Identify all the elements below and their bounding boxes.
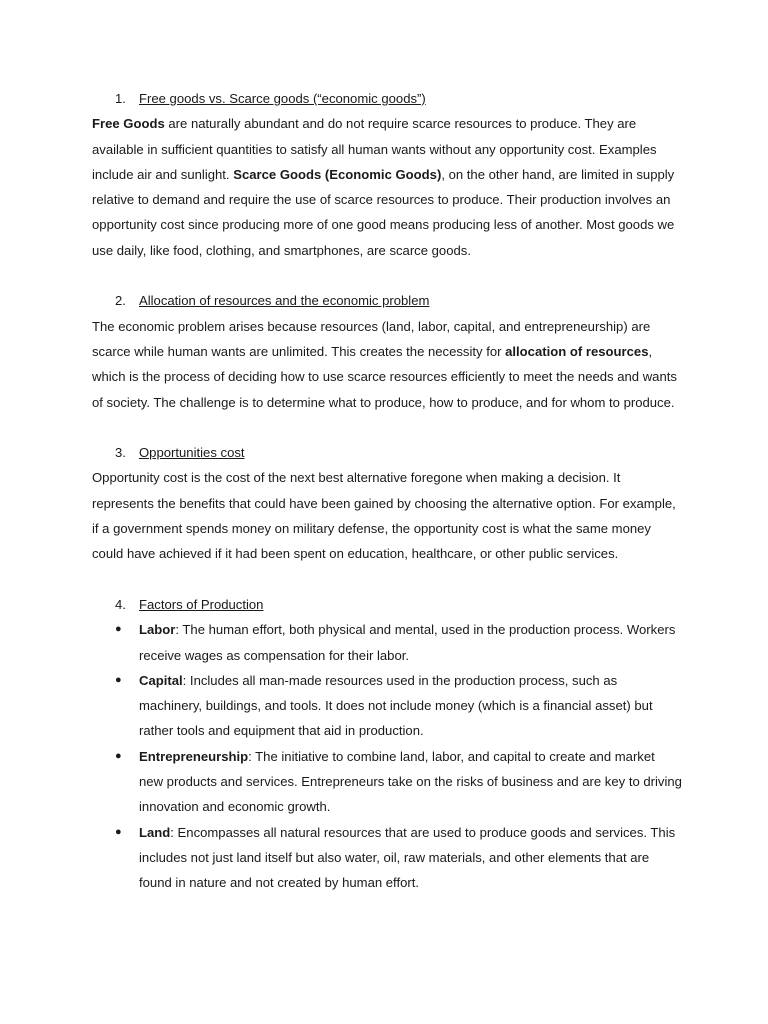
section-2-text-b: , which is the process of deciding how to use scarce resources efficiently to meet the needs and wants of society. The challenge is to determine what to produce, how to produce, and for whom to produce. bbox=[92, 343, 677, 410]
list-item-land bbox=[92, 820, 682, 896]
section-1-text-a: are naturally abundant and do not require scarce resources to produce. They are available in sufficient quantities to satisfy all human wants without any opportunity cost. Examples include air and sunlight. bbox=[92, 116, 657, 182]
factors-list bbox=[92, 617, 682, 895]
section-2-number: 2. bbox=[115, 293, 126, 309]
section-1-number: 1. bbox=[115, 91, 126, 106]
section-2-title: Allocation of resources and the economic problem bbox=[139, 293, 430, 309]
list-item-labor bbox=[92, 617, 682, 668]
labor-text: : The human effort, both physical and mental, used in the production process. Workers receive wages as compensation for their labor. bbox=[139, 622, 676, 663]
section-4-number: 4. bbox=[115, 596, 126, 612]
section-1-text-b: , on the other hand, are limited in supply relative to demand and require the use of scarce resources to produce. Their production involves an opportunity cost since producing more of one good means producing less of another. Most goods we use daily, like food, clothing, and smartphones, are scarce goods. bbox=[92, 166, 675, 258]
section-4-title: Factors of Production bbox=[139, 596, 264, 612]
entrepreneurship-text: : The initiative to combine land, labor, and capital to create and market new products and services. Entrepreneurs take on the risks of business and are key to driving innovation and economic growth. bbox=[139, 748, 682, 815]
list-item-capital bbox=[92, 668, 682, 744]
term-entrepreneurship: Entrepreneurship bbox=[139, 748, 249, 764]
spacer bbox=[92, 263, 682, 288]
term-free-goods: Free Goods bbox=[92, 116, 165, 132]
list-item-entrepreneurship bbox=[92, 744, 682, 820]
spacer bbox=[92, 567, 682, 592]
section-2-text-a: The economic problem arises because resources (land, labor, capital, and entrepreneurship) are scarce while human wants are unlimited. This creates the necessity for bbox=[92, 318, 651, 359]
section-3-number: 3. bbox=[115, 445, 126, 461]
section-1-paragraph bbox=[92, 111, 682, 263]
section-2-heading bbox=[92, 288, 682, 313]
section-3-heading bbox=[92, 440, 682, 465]
term-scarce-goods: Scarce Goods (Economic Goods) bbox=[233, 166, 442, 182]
term-land: Land bbox=[139, 824, 171, 840]
section-3-title: Opportunities cost bbox=[139, 445, 245, 461]
bullet-icon: ● bbox=[115, 749, 122, 762]
bullet-icon: ● bbox=[115, 825, 122, 838]
section-4-heading bbox=[92, 592, 682, 617]
bullet-icon: ● bbox=[115, 623, 122, 636]
section-2-paragraph bbox=[92, 314, 682, 415]
term-capital: Capital bbox=[139, 672, 183, 688]
section-1-title: Free goods vs. Scarce goods (“economic goods”) bbox=[139, 91, 426, 106]
section-1-heading bbox=[92, 86, 682, 111]
spacer bbox=[92, 415, 682, 440]
bullet-icon: ● bbox=[115, 673, 122, 686]
section-3-paragraph: Opportunity cost is the cost of the next best alternative foregone when making a decision. It represents the benefits that could have been gained by choosing the alternative option. For example, if a government spends money on military defense, the opportunity cost is what the same money could have achieved if it had been spent on education, healthcare, or other public services. bbox=[92, 470, 676, 562]
land-text: : Encompasses all natural resources that are used to produce goods and services. This includes not just land itself but also water, oil, raw materials, and other elements that are found in nature and not created by human effort. bbox=[139, 824, 676, 891]
document-body bbox=[92, 86, 682, 896]
term-labor: Labor bbox=[139, 622, 176, 638]
term-allocation-of-resources: allocation of resources bbox=[505, 343, 649, 359]
capital-text: : Includes all man-made resources used in the production process, such as machinery, buildings, and tools. It does not include money (which is a financial asset) but rather tools and equipment that aid in production. bbox=[139, 672, 653, 739]
